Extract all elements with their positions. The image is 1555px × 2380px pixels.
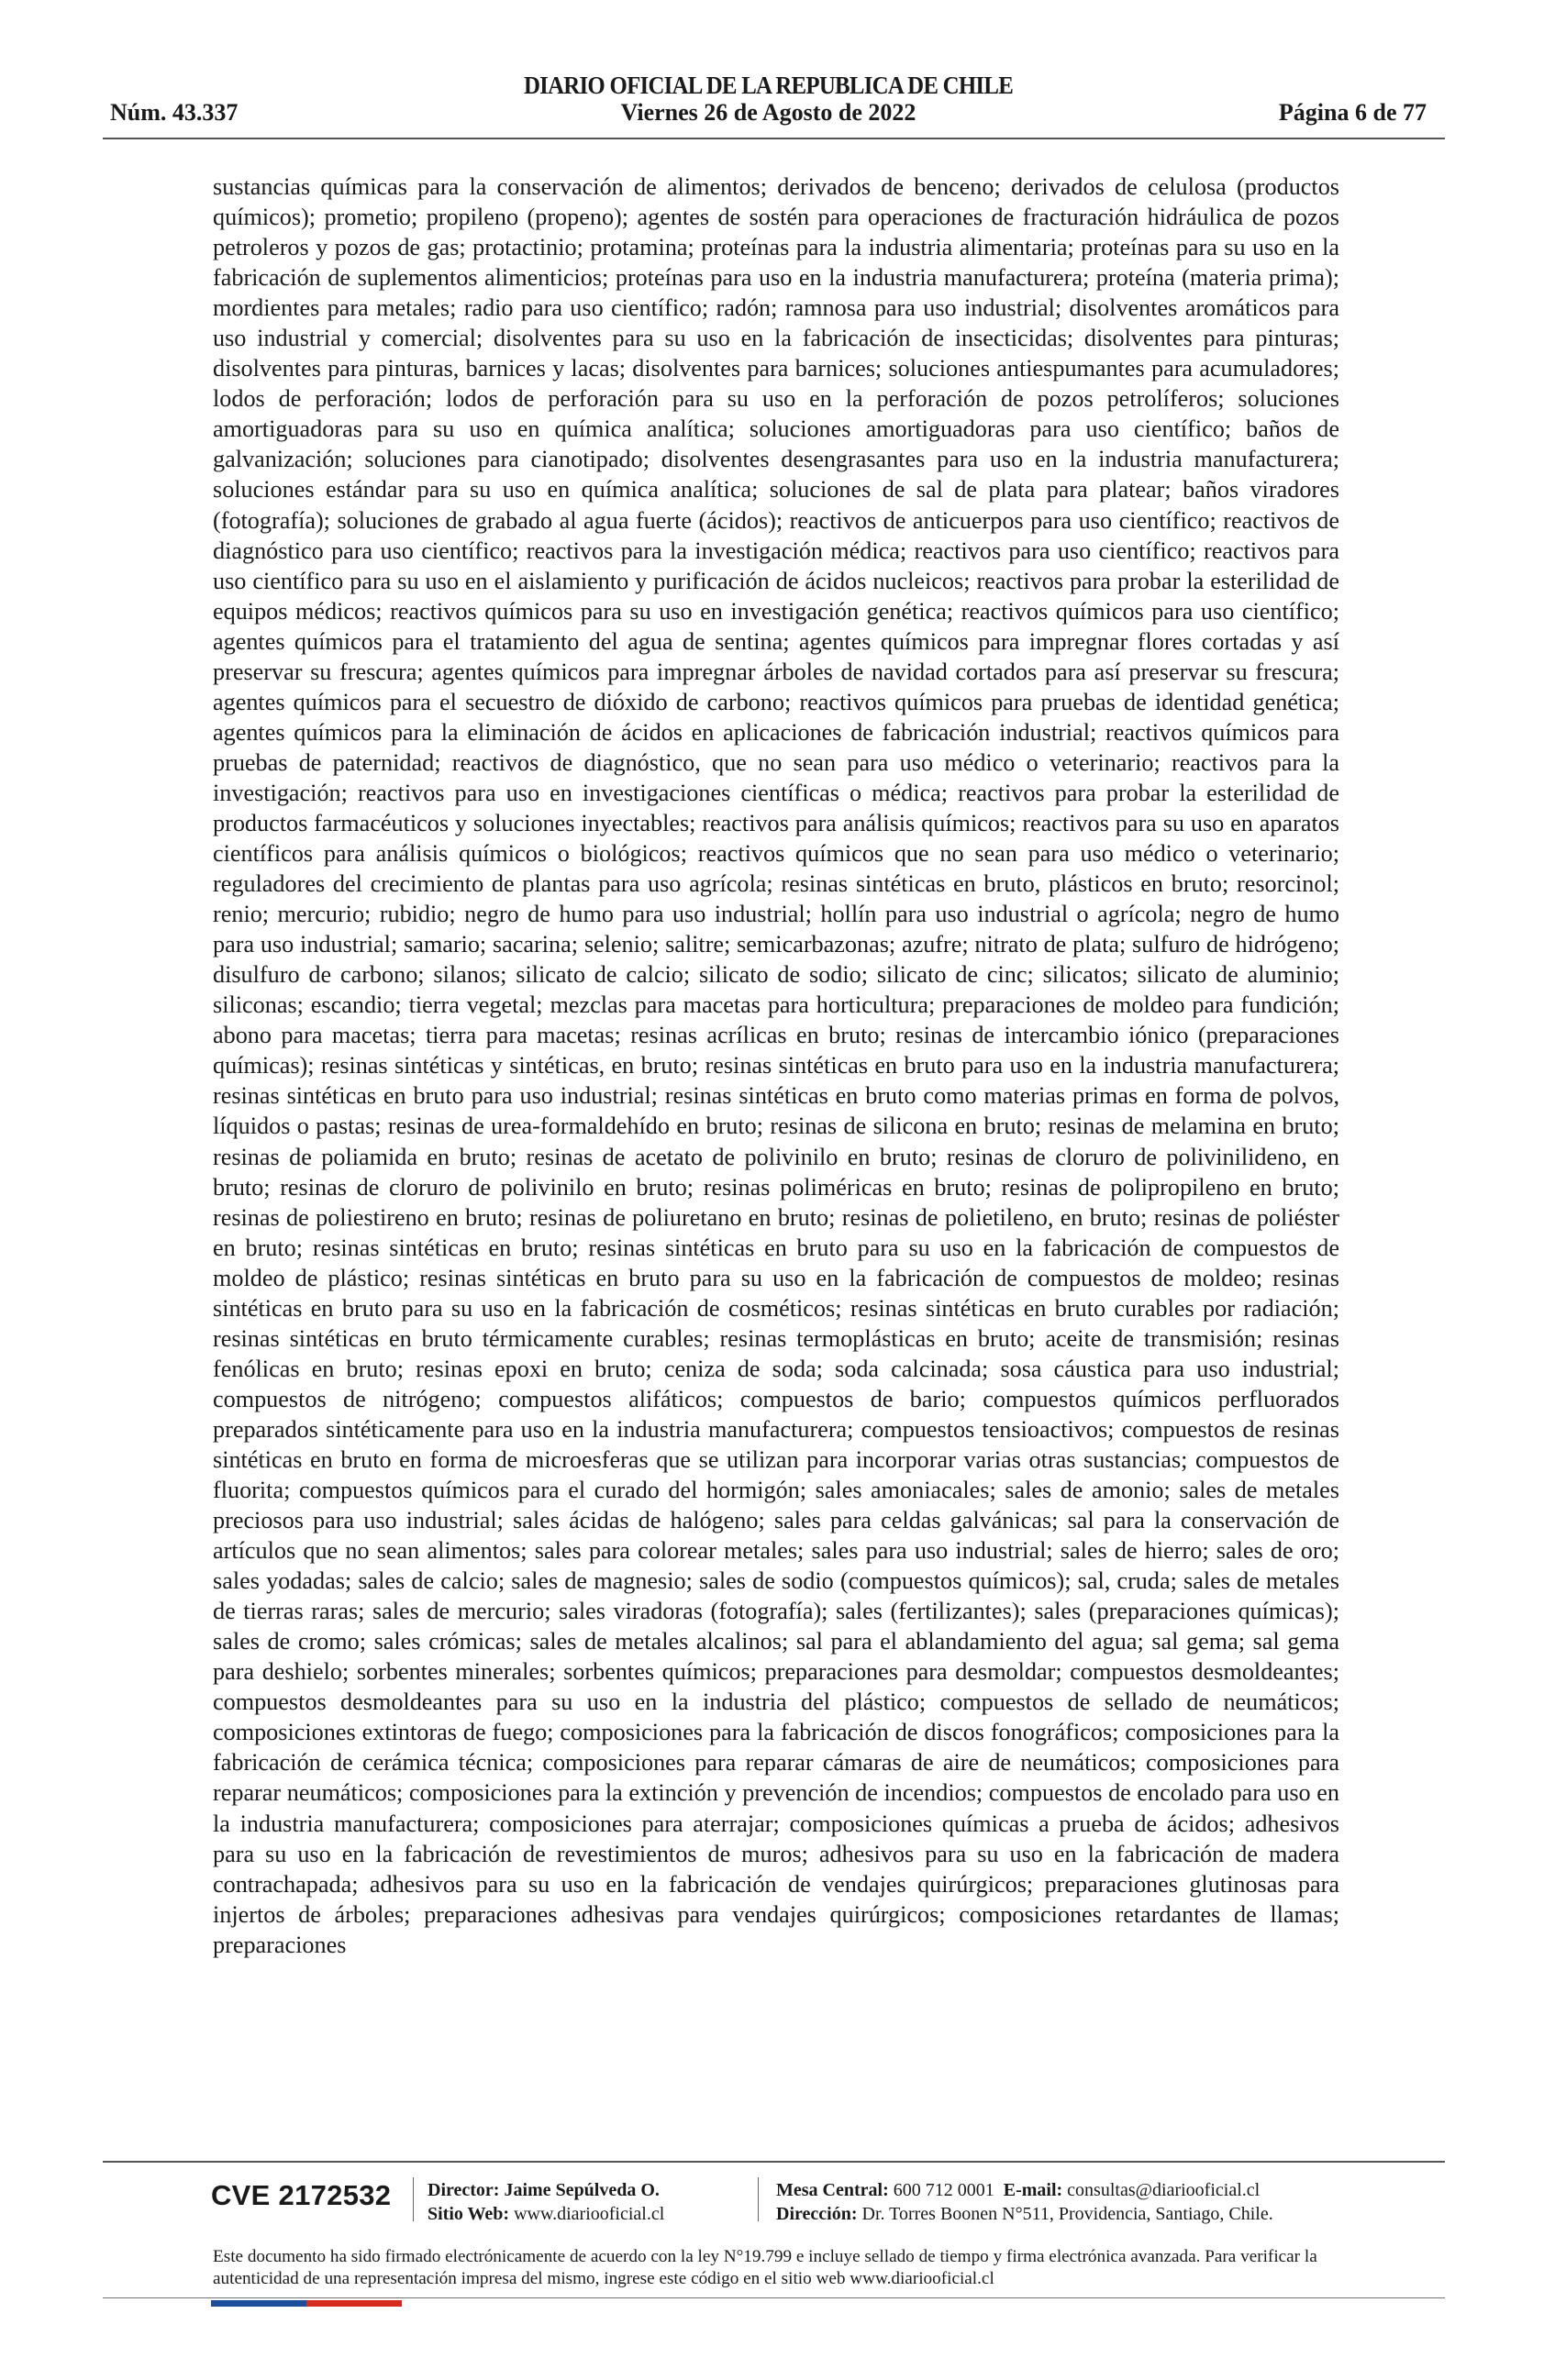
flag-red-segment (306, 2300, 402, 2307)
director-name: Jaime Sepúlveda O. (504, 2180, 660, 2200)
address-text: Dr. Torres Boonen N°511, Providencia, Santiago, Chile. (861, 2204, 1273, 2224)
footer-bottom-divider (103, 2297, 1445, 2298)
address-label: Dirección: (776, 2204, 858, 2224)
email-link[interactable]: consultas@diariooficial.cl (1067, 2180, 1261, 2200)
footer-contact-block (776, 2178, 1273, 2226)
director-label: Director: (428, 2180, 500, 2200)
publication-title: DIARIO OFICIAL DE LA REPUBLICA DE CHILE (523, 72, 1014, 99)
flag-blue-segment (211, 2300, 306, 2307)
footer-separator (413, 2177, 414, 2221)
flag-stripe (211, 2300, 402, 2307)
issue-date: Viernes 26 de Agosto de 2022 (620, 99, 916, 126)
footer-director-block (428, 2178, 664, 2226)
phone-number: 600 712 0001 (893, 2180, 994, 2200)
header-divider (103, 138, 1445, 139)
issue-number: Núm. 43.337 (110, 99, 239, 126)
page-indicator: Página 6 de 77 (1278, 99, 1427, 126)
page-header (110, 72, 1427, 138)
email-label: E-mail: (1003, 2180, 1063, 2200)
cve-code: CVE 2172532 (211, 2179, 392, 2211)
footer-separator (758, 2177, 759, 2221)
footer-divider (103, 2161, 1445, 2163)
website-label: Sitio Web: (428, 2204, 510, 2224)
phone-label: Mesa Central: (776, 2180, 889, 2200)
website-link[interactable]: www.diariooficial.cl (514, 2204, 665, 2224)
signature-disclaimer: Este documento ha sido firmado electrónicamente de acuerdo con la ley N°19.799 e incluye sellado de tiempo y firma electrónica avanzada. Para verificar la autenticidad de una representación impresa del mismo, ingrese este código en el sitio web www.diariooficial.cl (213, 2247, 1317, 2288)
body-paragraph: sustancias químicas para la conservación de alimentos; derivados de benceno; derivados de celulosa (productos químicos); prometio; propileno (propeno); agentes de sostén para operaciones de fracturación hidráulica de pozos petroleros y pozos de gas; protactinio; protamina; proteínas para la industria alimentaria; proteínas para su uso en la fabricación de suplementos alimenticios; proteínas para uso en la industria manufacturera; proteína (materia prima); mordientes para metales; radio para uso científico; radón; ramnosa para uso industrial; disolventes aromáticos para uso industrial y comercial; disolventes para su uso en la fabricación de insecticidas; disolventes para pinturas; disolventes para pinturas, barnices y lacas; disolventes para barnices; soluciones antiespumantes para acumuladores; lodos de perforación; lodos de perforación para su uso en la perforación de pozos petrolíferos; soluciones amortiguadoras para su uso en química analítica; soluciones amortiguadoras para uso científico; baños de galvanización; soluciones para cianotipado; disolventes desengrasantes para uso en la industria manufacturera; soluciones estándar para su uso en química analítica; soluciones de sal de plata para platear; baños viradores (fotografía); soluciones de grabado al agua fuerte (ácidos); reactivos de anticuerpos para uso científico; reactivos de diagnóstico para uso científico; reactivos para la investigación médica; reactivos para uso científico; reactivos para uso científico para su uso en el aislamiento y purificación de ácidos nucleicos; reactivos para probar la esterilidad de equipos médicos; reactivos químicos para su uso en investigación genética; reactivos químicos para uso científico; agentes químicos para el tratamiento del agua de sentina; agentes químicos para impregnar flores cortadas y así preservar su frescura; agentes químicos para impregnar árboles de navidad cortados para así preservar su frescura; agentes químicos para el secuestro de dióxido de carbono; reactivos químicos para pruebas de identidad genética; agentes químicos para la eliminación de ácidos en aplicaciones de fabricación industrial; reactivos químicos para pruebas de paternidad; reactivos de diagnóstico, que no sean para uso médico o veterinario; reactivos para la investigación; reactivos para uso en investigaciones científicas o médica; reactivos para probar la esterilidad de productos farmacéuticos y soluciones inyectables; reactivos para análisis químicos; reactivos para su uso en aparatos científicos para análisis químicos o biológicos; reactivos químicos que no sean para uso médico o veterinario; reguladores del crecimiento de plantas para uso agrícola; resinas sintéticas en bruto, plásticos en bruto; resorcinol; renio; mercurio; rubidio; negro de humo para uso industrial; hollín para uso industrial o agrícola; negro de humo para uso industrial; samario; sacarina; selenio; salitre; semicarbazonas; azufre; nitrato de plata; sulfuro de hidrógeno; disulfuro de carbono; silanos; silicato de calcio; silicato de sodio; silicato de cinc; silicatos; silicato de aluminio; siliconas; escandio; tierra vegetal; mezclas para macetas para horticultura; preparaciones de moldeo para fundición; abono para macetas; tierra para macetas; resinas acrílicas en bruto; resinas de intercambio iónico (preparaciones químicas); resinas sintéticas y sintéticas, en bruto; resinas sintéticas en bruto para uso en la industria manufacturera; resinas sintéticas en bruto para uso industrial; resinas sintéticas en bruto como materias primas en forma de polvos, líquidos o pastas; resinas de urea-formaldehído en bruto; resinas de silicona en bruto; resinas de melamina en bruto; resinas de poliamida en bruto; resinas de acetato de polivinilo en bruto; resinas de cloruro de polivinilideno, en bruto; resinas de cloruro de polivinilo en bruto; resinas poliméricas en bruto; resinas de polipropileno en bruto; resinas de poliestireno en bruto; resinas de poliuretano en bruto; resinas de polietileno, en bruto; resinas de poliéster en bruto; resinas sintéticas en bruto; resinas sintéticas en bruto para su uso en la fabricación de compuestos de moldeo de plástico; resinas sintéticas en bruto para su uso en la fabricación de compuestos de moldeo; resinas sintéticas en bruto para su uso en la fabricación de cosméticos; resinas sintéticas en bruto curables por radiación; resinas sintéticas en bruto térmicamente curables; resinas termoplásticas en bruto; aceite de transmisión; resinas fenólicas en bruto; resinas epoxi en bruto; ceniza de soda; soda calcinada; sosa cáustica para uso industrial; compuestos de nitrógeno; compuestos alifáticos; compuestos de bario; compuestos químicos perfluorados preparados sintéticamente para uso en la industria manufacturera; compuestos tensioactivos; compuestos de resinas sintéticas en bruto en forma de microesferas que se utilizan para incorporar varias otras sustancias; compuestos de fluorita; compuestos químicos para el curado del hormigón; sales amoniacales; sales de amonio; sales de metales preciosos para uso industrial; sales ácidas de halógeno; sales para celdas galvánicas; sal para la conservación de artículos que no sean alimentos; sales para colorear metales; sales para uso industrial; sales de hierro; sales de oro; sales yodadas; sales de calcio; sales de magnesio; sales de sodio (compuestos químicos); sal, cruda; sales de metales de tierras raras; sales de mercurio; sales viradoras (fotografía); sales (fertilizantes); sales (preparaciones químicas); sales de cromo; sales crómicas; sales de metales alcalinos; sal para el ablandamiento del agua; sal gema; sal gema para deshielo; sorbentes minerales; sorbentes químicos; preparaciones para desmoldar; compuestos desmoldeantes; compuestos desmoldeantes para su uso en la industria del plástico; compuestos de sellado de neumáticos; composiciones extintoras de fuego; composiciones para la fabricación de discos fonográficos; composiciones para la fabricación de cerámica técnica; composiciones para reparar cámaras de aire de neumáticos; composiciones para reparar neumáticos; composiciones para la extinción y prevención de incendios; compuestos de encolado para uso en la industria manufacturera; composiciones para aterrajar; composiciones químicas a prueba de ácidos; adhesivos para su uso en la fabricación de revestimientos de muros; adhesivos para su uso en la fabricación de madera contrachapada; adhesivos para su uso en la fabricación de vendajes quirúrgicos; preparaciones glutinosas para injertos de árboles; preparaciones adhesivas para vendajes quirúrgicos; composiciones retardantes de llamas; preparaciones (213, 173, 1339, 1958)
